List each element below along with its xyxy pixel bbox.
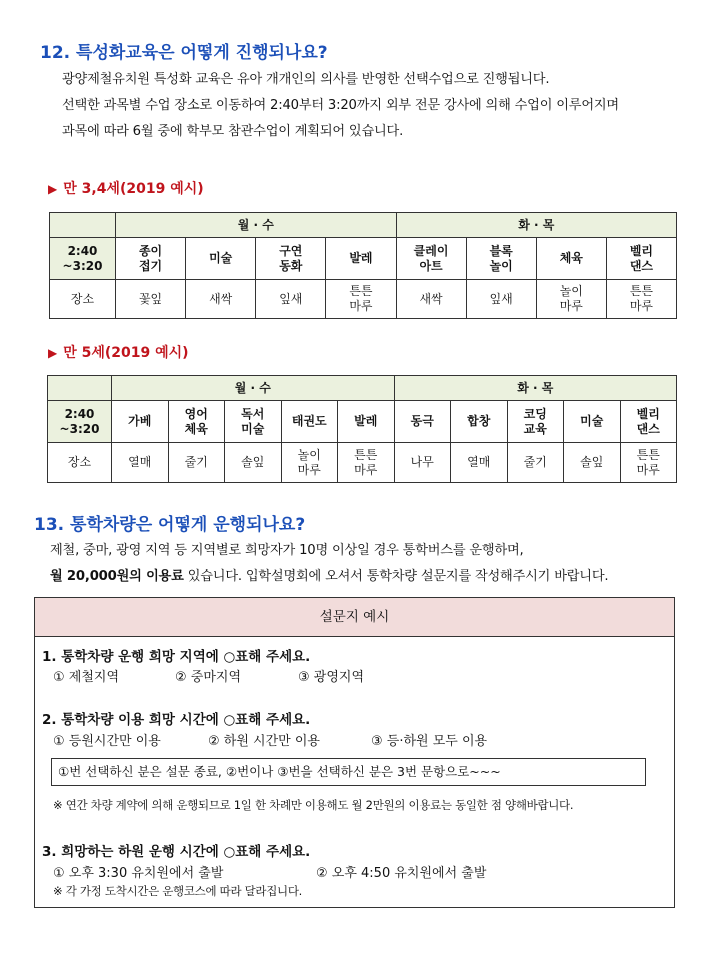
q2-option-1: ① 등원시간만 이용: [53, 734, 161, 749]
place-cell-3: 솔잎: [225, 443, 282, 483]
section-13-title: 13. 통학차량은 어떻게 운행되나요?: [34, 515, 306, 535]
place-cell-6: 잎새: [466, 280, 536, 319]
subject-cell-7: 합창: [451, 401, 508, 443]
group-tue-thu: 화 · 목: [394, 376, 677, 401]
place-label-cell: 장소: [48, 443, 112, 483]
q2-option-3: ③ 등·하원 모두 이용: [371, 734, 488, 749]
subject-cell-1: 가베: [112, 401, 169, 443]
subject-cell-3: 구연 동화: [256, 238, 326, 280]
place-cell-4: 놀이 마루: [281, 443, 338, 483]
q2-instruction-box: ①번 선택하신 분은 설문 종료, ②번이나 ③번을 선택하신 분은 3번 문항으로~~~: [51, 758, 646, 786]
place-cell-8: 튼튼 마루: [606, 280, 676, 319]
place-cell-2: 줄기: [168, 443, 225, 483]
place-label-cell: 장소: [50, 280, 116, 319]
subject-cell-4: 발레: [326, 238, 396, 280]
table-5-heading: [48, 342, 189, 362]
group-mon-wed: 월 · 수: [112, 376, 395, 401]
section-13-line-2-rest: 있습니다. 입학설명회에 오셔서 통학차량 설문지를 작성해주시기 바랍니다.: [183, 569, 609, 584]
table-5-heading-text: 만 5세(2019 예시): [63, 345, 189, 361]
place-cell-2: 새싹: [186, 280, 256, 319]
q1-option-3: ③ 광영지역: [298, 670, 365, 685]
subject-cell-6: 동극: [394, 401, 451, 443]
subject-cell-2: 영어 체육: [168, 401, 225, 443]
table-34-heading: [48, 178, 204, 198]
place-cell-1: 꽃잎: [116, 280, 186, 319]
place-cell-6: 나무: [394, 443, 451, 483]
section-12-title: 12. 특성화교육은 어떻게 진행되나요?: [40, 43, 328, 63]
place-cell-7: 놀이 마루: [536, 280, 606, 319]
place-cell-5: 새싹: [396, 280, 466, 319]
place-cell-3: 잎새: [256, 280, 326, 319]
place-cell-9: 솔잎: [564, 443, 621, 483]
place-cell-5: 튼튼 마루: [338, 443, 395, 483]
subject-cell-2: 미술: [186, 238, 256, 280]
group-tue-thu: 화 · 목: [396, 213, 677, 238]
time-cell: 2:40 ~3:20: [50, 238, 116, 280]
section-13-line-1: 제철, 중마, 광영 지역 등 지역별로 희망자가 10명 이상일 경우 통학버스를 운행하며,: [50, 543, 524, 558]
survey-example-box: [34, 597, 675, 908]
section-13-line-2: [50, 564, 608, 590]
fee-text: 월 20,000원의 이용료: [50, 569, 184, 584]
subject-cell-9: 미술: [564, 401, 621, 443]
survey-question-2: 2. 통학차량 이용 희망 시간에 ○표해 주세요.: [42, 712, 311, 728]
schedule-table-34: [49, 212, 677, 319]
subject-cell-8: 코딩 교육: [507, 401, 564, 443]
survey-question-3: 3. 희망하는 하원 운행 시간에 ○표해 주세요.: [42, 844, 311, 860]
schedule-table-5: [47, 375, 677, 483]
subject-cell-1: 종이 접기: [116, 238, 186, 280]
subject-cell-6: 블록 놀이: [466, 238, 536, 280]
q1-option-2: ② 중마지역: [175, 670, 242, 685]
section-12-line-3: 과목에 따라 6월 중에 학부모 참관수업이 계획되어 있습니다.: [62, 124, 404, 139]
q3-option-2: ② 오후 4:50 유치원에서 출발: [316, 866, 487, 881]
place-cell-1: 열매: [112, 443, 169, 483]
q3-option-1: ① 오후 3:30 유치원에서 출발: [53, 866, 224, 881]
table-corner-cell: [48, 376, 112, 401]
subject-cell-5: 클레이 아트: [396, 238, 466, 280]
subject-cell-8: 벨리 댄스: [606, 238, 676, 280]
place-cell-7: 열매: [451, 443, 508, 483]
q1-option-1: ① 제철지역: [53, 670, 120, 685]
section-12-line-1: 광양제철유치원 특성화 교육은 유아 개개인의 의사를 반영한 선택수업으로 진행됩니다.: [62, 72, 550, 87]
subject-cell-5: 발레: [338, 401, 395, 443]
group-mon-wed: 월 · 수: [116, 213, 397, 238]
subject-cell-4: 태권도: [281, 401, 338, 443]
place-cell-10: 튼튼 마루: [620, 443, 677, 483]
table-34-heading-text: 만 3,4세(2019 예시): [63, 181, 204, 197]
section-12-line-2: 선택한 과목별 수업 장소로 이동하여 2:40부터 3:20까지 외부 전문 강사에 의해 수업이 이루어지며: [62, 98, 619, 113]
time-cell: 2:40 ~3:20: [48, 401, 112, 443]
survey-question-1: 1. 통학차량 운행 희망 지역에 ○표해 주세요.: [42, 649, 311, 665]
place-cell-4: 튼튼 마루: [326, 280, 396, 319]
triangle-bullet-icon: ▶: [48, 346, 58, 360]
q2-option-2: ② 하원 시간만 이용: [208, 734, 320, 749]
table-corner-cell: [50, 213, 116, 238]
survey-title: 설문지 예시: [35, 598, 674, 637]
triangle-bullet-icon: ▶: [48, 182, 58, 196]
q2-note: ※ 연간 차량 계약에 의해 운행되므로 1일 한 차례만 이용해도 월 2만원의 이용료는 동일한 점 양해바랍니다.: [53, 798, 574, 812]
place-cell-8: 줄기: [507, 443, 564, 483]
subject-cell-7: 체육: [536, 238, 606, 280]
subject-cell-3: 독서 미술: [225, 401, 282, 443]
q3-note: ※ 각 가정 도착시간은 운행코스에 따라 달라집니다.: [53, 884, 303, 898]
subject-cell-10: 벨리 댄스: [620, 401, 677, 443]
